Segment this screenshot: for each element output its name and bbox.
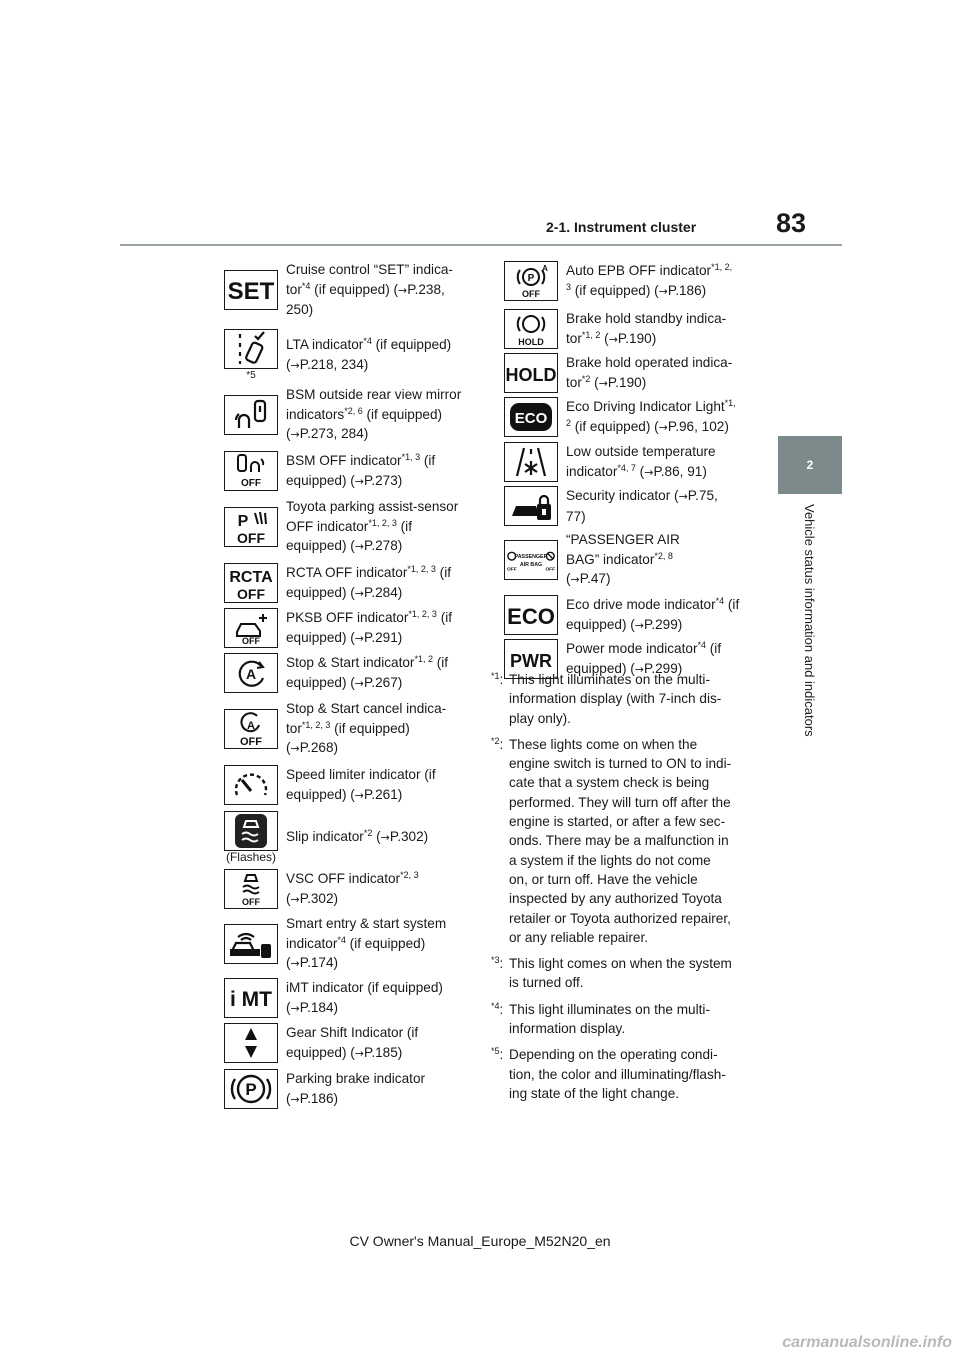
svg-text:HOLD: HOLD — [506, 365, 556, 385]
svg-text:PWR: PWR — [510, 651, 552, 671]
auto-epb-off-icon — [504, 261, 558, 301]
svg-text:RCTA: RCTA — [229, 569, 273, 586]
passenger-airbag-icon — [504, 540, 558, 580]
svg-text:P: P — [245, 1080, 257, 1099]
svg-text:AIR BAG: AIR BAG — [519, 561, 543, 568]
indicator-description: RCTA OFF indicator$^{*1, 2, 3}$ (if equipped) (→P.284) — [286, 564, 452, 600]
page-number: 83 — [776, 208, 807, 238]
svg-text:OFF: OFF — [242, 636, 260, 646]
svg-text:P: P — [527, 273, 535, 284]
indicator-row — [220, 382, 472, 448]
indicator-description: Low outside temperature indicator$^{*4, 7}$ (→P.86, 91) — [566, 444, 716, 479]
svg-text:i MT: i MT — [230, 988, 272, 1011]
indicator-row — [500, 484, 760, 528]
indicator-description: “PASSENGER AIR BAG” indicator$^{*2, 8}$ (→P.47) — [566, 532, 680, 587]
gear-shift-icon — [224, 1023, 278, 1063]
indicator-description: Power mode indicator$^{*4}$ (if equipped) (→P.299) — [566, 640, 722, 676]
footnotes — [491, 670, 751, 1110]
svg-text:A: A — [245, 666, 257, 682]
indicator-description: Stop & Start indicator$^{*1, 2}$ (if equipped) (→P.267) — [286, 654, 449, 690]
indicator-row — [220, 448, 472, 494]
indicator-description: Gear Shift Indicator (if equipped) (→P.185) — [286, 1025, 419, 1060]
indicator-description: BSM OFF indicator$^{*1, 3}$ (if equipped) (→P.273) — [286, 452, 436, 488]
indicator-row — [220, 1020, 472, 1066]
indicator-description: BSM outside rear view mirror indicators$^{*2, 6}$ (if equipped) (→P.273, 284) — [286, 387, 462, 442]
svg-text:ECO: ECO — [507, 604, 555, 629]
svg-text:OFF: OFF — [522, 289, 540, 299]
svg-text:OFF: OFF — [237, 586, 265, 601]
indicator-row — [220, 650, 472, 696]
indicator-description: Security indicator (→P.75, 77) — [566, 488, 718, 524]
security-icon — [504, 486, 558, 526]
indicator-description: VSC OFF indicator$^{*2, 3}$ (→P.302) — [286, 870, 419, 906]
imt-text-icon — [224, 978, 278, 1018]
footnote: $^{*2}$: These lights come on when the engine switch is turned to ON to indi- cate that a system check is being performed. They will turn off after the engine is started, or after a few sec- onds. There may be a malfunction in a system if the lights do not come on, or turn off. Have the vehicle inspected by any authorized Toyota retailer or Toyota authorized repairer, or any reliable repairer. — [491, 735, 732, 945]
indicator-description: PKSB OFF indicator$^{*1, 2, 3}$ (if equipped) (→P.291) — [286, 609, 453, 645]
svg-text:SET: SET — [227, 278, 275, 305]
rcta-off-icon — [224, 563, 278, 603]
icon-footnote: *5 — [246, 370, 256, 381]
indicator-row — [220, 606, 472, 650]
header-divider — [120, 244, 842, 246]
svg-text:P: P — [237, 513, 249, 530]
chapter-number: 2 — [806, 458, 814, 472]
indicator-row — [500, 352, 760, 394]
indicator-description: Brake hold standby indica- tor$^{*1, 2}$ (→P.190) — [566, 311, 727, 346]
svg-text:OFF: OFF — [237, 530, 265, 545]
indicator-row — [220, 912, 472, 976]
svg-text:OFF: OFF — [545, 567, 556, 573]
stop-start-icon — [224, 653, 278, 693]
indicator-row — [220, 976, 472, 1020]
low-temperature-icon — [504, 442, 558, 482]
slip-icon — [224, 811, 278, 851]
hold-text-icon — [504, 353, 558, 393]
chapter-tab — [778, 436, 842, 494]
indicator-row — [220, 560, 472, 606]
svg-text:OFF: OFF — [241, 478, 261, 489]
bsm-mirror-icon — [224, 395, 278, 435]
bsm-off-icon — [224, 451, 278, 491]
lta-icon — [224, 329, 278, 369]
indicator-description: Eco Driving Indicator Light$^{*1,}$ $^2$ (if equipped) (→P.96, 102) — [566, 398, 736, 434]
svg-text:OFF: OFF — [240, 736, 262, 747]
indicator-description: Smart entry & start system indicator$^{*4}$ (if equipped) (→P.174) — [286, 916, 447, 971]
indicator-row — [220, 866, 472, 912]
indicator-row — [220, 1066, 472, 1112]
indicator-description: Eco drive mode indicator$^{*4}$ (if equipped) (→P.299) — [566, 596, 740, 632]
indicator-row — [500, 440, 760, 484]
left-indicator-table — [220, 252, 472, 1112]
indicator-row — [220, 494, 472, 560]
eco-drive-mode-icon — [504, 595, 558, 635]
vsc-off-icon — [224, 869, 278, 909]
manual-name-footer: CV Owner's Manual_Europe_M52N20_en — [349, 1233, 611, 1249]
right-indicator-table — [500, 256, 760, 680]
set-text-icon — [224, 270, 278, 310]
indicator-description: Brake hold operated indica- tor$^{*2}$ (→P.190) — [566, 355, 733, 390]
indicator-description: LTA indicator$^{*4}$ (if equipped) (→P.218, 234) — [286, 336, 452, 372]
footnote: $^{*5}$: Depending on the operating condi- tion, the color and illuminating/flash- ing state of the light change. — [491, 1046, 726, 1101]
footnote: $^{*1}$: This light illuminates on the multi- information display (with 7-inch dis- play only). — [491, 671, 722, 726]
stop-start-off-icon — [224, 709, 278, 749]
indicator-row — [220, 696, 472, 762]
indicator-description: Slip indicator$^{*2}$ (→P.302) — [286, 827, 429, 844]
indicator-description: Toyota parking assist-sensor OFF indicator$^{*1, 2, 3}$ (if equipped) (→P.278) — [286, 499, 459, 554]
eco-driving-icon — [504, 397, 558, 437]
footnote: $^{*4}$: This light illuminates on the multi- information display. — [491, 1000, 710, 1037]
indicator-row — [220, 762, 472, 808]
indicator-row — [220, 808, 472, 866]
indicator-description: iMT indicator (if equipped) (→P.184) — [286, 980, 443, 1015]
svg-text:OFF: OFF — [242, 897, 260, 907]
speed-limiter-icon — [224, 765, 278, 805]
indicator-row — [500, 528, 760, 592]
indicator-description: Cruise control “SET” indica- tor$^{*4}$ (if equipped) (→P.238, 250) — [286, 262, 453, 318]
svg-text:PASSENGER: PASSENGER — [514, 554, 548, 561]
section-title: 2-1. Instrument cluster — [546, 219, 697, 235]
watermark: carmanualsonline.info — [782, 1334, 952, 1351]
indicator-row — [500, 394, 760, 440]
indicator-description: Stop & Start cancel indica- tor$^{*1, 2, 3}$ (if equipped) (→P.268) — [286, 701, 447, 756]
svg-text:ECO: ECO — [514, 410, 548, 427]
parking-brake-icon — [224, 1069, 278, 1109]
parking-sensor-off-icon — [224, 507, 278, 547]
chapter-title: Vehicle status information and indicators — [802, 504, 817, 737]
smart-entry-icon — [224, 924, 278, 964]
indicator-description: Parking brake indicator (→P.186) — [286, 1071, 426, 1106]
svg-text:A: A — [542, 264, 548, 273]
footnote: $^{*3}$: This light comes on when the system is turned off. — [491, 955, 732, 991]
indicator-description: Speed limiter indicator (if equipped) (→P.261) — [286, 767, 436, 802]
indicator-row — [500, 256, 760, 306]
pksb-off-icon — [224, 608, 278, 648]
indicator-description: Auto EPB OFF indicator$^{*1, 2,}$ $^3$ (if equipped) (→P.186) — [566, 262, 733, 298]
svg-text:A: A — [247, 720, 255, 732]
indicator-row — [500, 592, 760, 638]
brake-hold-standby-icon — [504, 309, 558, 349]
indicator-row — [220, 252, 472, 328]
svg-text:HOLD: HOLD — [518, 337, 544, 347]
icon-footnote: (Flashes) — [225, 850, 276, 864]
svg-text:OFF: OFF — [506, 567, 517, 573]
indicator-row — [500, 306, 760, 352]
indicator-row — [220, 328, 472, 382]
